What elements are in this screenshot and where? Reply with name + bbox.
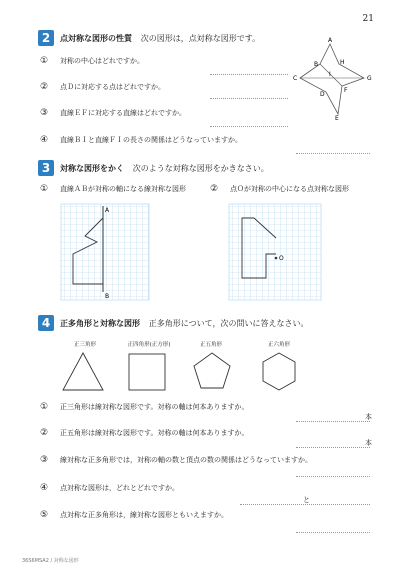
s4-question-4 xyxy=(40,483,179,493)
s2-q4-text: 直線ＢＩと直線ＦＩの長さの関係はどうなっていますか。 xyxy=(60,136,242,144)
s2-question-4 xyxy=(40,135,242,145)
s4-q4-text: 点対称な図形は，どれとどれですか。 xyxy=(60,484,179,492)
s2-question-3 xyxy=(40,108,186,118)
grid1-label-a: A xyxy=(105,207,110,214)
s2-q1-answer-line[interactable] xyxy=(210,74,288,75)
s4-question-1 xyxy=(40,402,248,412)
s4-q5-mark: ⑤ xyxy=(40,510,49,520)
s2-question-2 xyxy=(40,82,165,92)
s4-question-3 xyxy=(40,455,312,465)
s3-sub-1 xyxy=(40,184,186,194)
s2-q3-mark: ③ xyxy=(40,108,49,118)
grid-1-line-symmetric[interactable] xyxy=(58,200,152,304)
pentagon-shape xyxy=(194,353,230,388)
fig-label-e: E xyxy=(335,115,339,120)
s4-q5-text: 点対称な正多角形は，線対称な図形ともいえますか。 xyxy=(60,511,228,519)
section-2-title xyxy=(60,33,260,44)
grid-2-point-symmetric[interactable] xyxy=(226,200,324,304)
s4-q3-text: 線対称な正多角形では，対称の軸の数と頂点の数の関係はどうなっていますか。 xyxy=(60,456,312,464)
fig-label-a: A xyxy=(328,37,333,44)
section-4-title xyxy=(60,318,308,329)
fig-label-f: F xyxy=(344,87,348,94)
s4-question-2 xyxy=(40,428,248,438)
s4-q5-answer-line[interactable] xyxy=(296,532,370,533)
section-2-number: 2 xyxy=(38,30,54,46)
triangle-shape xyxy=(63,353,103,390)
s2-q4-mark: ④ xyxy=(40,135,49,145)
s4-q1-text: 正三角形は線対称な図形です。対称の軸は何本ありますか。 xyxy=(60,403,249,411)
fig-label-h: H xyxy=(340,59,345,66)
s3-sub2-mark: ② xyxy=(210,184,219,194)
s4-q2-unit: 本 xyxy=(365,439,372,447)
section-3-title-text: 対称な図形をかく xyxy=(60,164,124,173)
s2-q1-mark: ① xyxy=(40,56,49,66)
regular-polygons-row xyxy=(60,350,310,394)
s4-q2-text: 正五角形は線対称な図形です。対称の軸は何本ありますか。 xyxy=(60,429,249,437)
hexagon-shape xyxy=(263,353,295,390)
s3-sub-2 xyxy=(210,184,349,194)
s3-sub1-mark: ① xyxy=(40,184,49,194)
s4-q1-mark: ① xyxy=(40,402,49,412)
grid2-label-o: O xyxy=(279,255,284,262)
s4-q2-mark: ② xyxy=(40,428,49,438)
fig-label-c: C xyxy=(293,75,298,82)
shape-label-pentagon: 正五角形 xyxy=(199,342,222,348)
s2-q3-answer-line[interactable] xyxy=(210,126,288,127)
section-3-instruction: 次のような対称な図形をかきなさい。 xyxy=(132,164,269,173)
s2-question-1 xyxy=(40,56,144,66)
page-number: 21 xyxy=(362,14,374,24)
s4-q1-answer-line[interactable] xyxy=(296,421,370,422)
section-2-title-text: 点対称な図形の性質 xyxy=(60,34,132,43)
section-4-instruction: 正多角形について，次の問いに答えなさい。 xyxy=(148,319,309,328)
fig-label-g: G xyxy=(367,75,372,82)
s2-q4-answer-line[interactable] xyxy=(296,153,370,154)
s2-q2-text: 点Ｄに対応する点はどれですか。 xyxy=(60,83,165,91)
section-2-instruction: 次の図形は，点対称な図形です。 xyxy=(140,34,261,43)
s4-q1-unit: 本 xyxy=(365,413,372,421)
section-3-title xyxy=(60,163,269,174)
point-symmetric-star-figure xyxy=(288,34,382,120)
s2-q2-answer-line[interactable] xyxy=(210,98,288,99)
fig-label-d: D xyxy=(320,91,325,98)
s3-sub2-text: 点Ｏが対称の中心になる点対称な図形 xyxy=(230,185,349,193)
s4-q4-and: と xyxy=(303,496,310,504)
fig-label-i: I xyxy=(329,71,331,78)
fig-label-b: B xyxy=(314,61,319,68)
section-4-number: 4 xyxy=(38,315,54,331)
s4-q3-answer-line[interactable] xyxy=(296,476,370,477)
grid1-label-b: B xyxy=(105,293,110,300)
s4-question-5 xyxy=(40,510,228,520)
s2-q3-text: 直線ＥＦに対応する直線はどれですか。 xyxy=(60,109,186,117)
shape-label-square: 正四角形(正方形) xyxy=(127,342,171,348)
s3-sub1-text: 直線ＡＢが対称の軸になる線対称な図形 xyxy=(60,185,186,193)
section-3-number: 3 xyxy=(38,160,54,176)
s4-q4-answer-line[interactable] xyxy=(240,504,370,505)
footer-code: 36S6MSA2 / 対称な図形 xyxy=(22,558,79,564)
s2-q1-text: 対称の中心はどれですか。 xyxy=(60,57,144,65)
s4-q4-mark: ④ xyxy=(40,483,49,493)
shape-label-hexagon: 正六角形 xyxy=(267,342,290,348)
section-4-title-text: 正多角形と対称な図形 xyxy=(60,319,140,328)
s4-q2-answer-line[interactable] xyxy=(296,447,370,448)
square-shape xyxy=(129,354,165,390)
s4-q3-mark: ③ xyxy=(40,455,49,465)
shape-label-triangle: 正三角形 xyxy=(73,342,96,348)
s2-q2-mark: ② xyxy=(40,82,49,92)
